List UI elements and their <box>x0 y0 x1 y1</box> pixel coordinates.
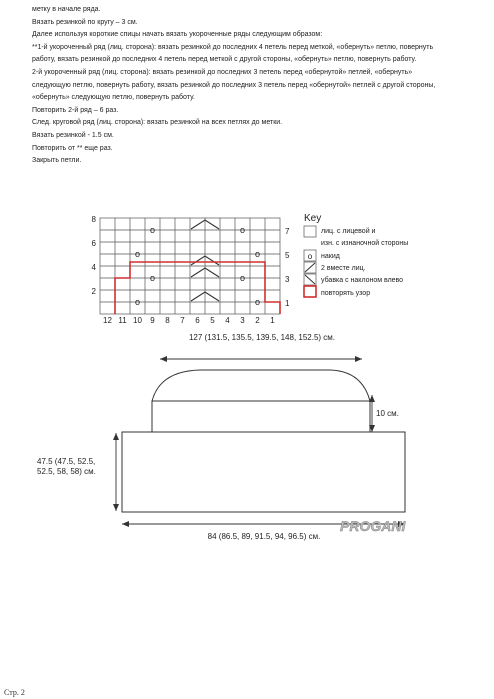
watermark-logo: PROGANI <box>340 518 406 534</box>
column-label: 11 <box>118 316 127 325</box>
instruction-line: Далее используя короткие спицы начать вязать укороченные ряды следующим образом: <box>32 31 323 39</box>
yarn-over-icon: o <box>307 252 313 261</box>
column-label: 12 <box>103 316 112 325</box>
instruction-line: «обернуть» следующую петлю, повернуть работу. <box>32 94 195 102</box>
instruction-line: Закрыть петли. <box>32 157 82 165</box>
hat-outline <box>122 370 405 512</box>
bottom-width-label: 84 (86.5, 89, 91.5, 94, 96.5) см. <box>207 532 321 541</box>
yarn-over-symbol: o <box>254 297 261 307</box>
side-height-label-1: 47.5 (47.5, 52.5, <box>37 457 96 466</box>
column-label: 3 <box>240 316 245 325</box>
column-label: 6 <box>195 316 200 325</box>
yarn-over-symbol: o <box>149 273 156 283</box>
key-label-ssk: убавка с наклоном влево <box>321 277 404 284</box>
yarn-over-symbol: o <box>134 249 141 259</box>
column-labels <box>103 316 275 325</box>
instruction-line: Повторить от ** еще раз. <box>32 144 113 152</box>
page-number: Стр. 2 <box>4 688 25 697</box>
row-label: 3 <box>285 275 290 284</box>
instruction-line: следующую петлю, повернуть работу, вязать резинкой до последних 3 петель перед «обернутой» петлей с другой стороны, <box>32 81 436 89</box>
instruction-line: работу, вязать резинкой до последних 4 петель перед меткой с другой стороны, «обернуть» петлю, повернуть работу. <box>32 56 417 64</box>
instruction-line: Вязать резинкой - 1.5 см. <box>32 131 114 139</box>
key-label-k2tog: 2 вместе лиц. <box>321 265 366 272</box>
ssk-icon <box>305 275 315 284</box>
column-label: 4 <box>225 316 230 325</box>
key-label-yarn-over: накид <box>321 253 340 260</box>
column-label: 8 <box>165 316 170 325</box>
key-label-repeat: повторять узор <box>321 290 371 297</box>
k2tog-icon <box>305 263 315 272</box>
yarn-over-symbol: o <box>239 225 246 235</box>
row-label: 2 <box>91 287 96 296</box>
yarn-over-symbol: o <box>134 297 141 307</box>
key-title: Key <box>304 213 322 224</box>
yarn-over-symbol: o <box>254 249 261 259</box>
column-label: 10 <box>133 316 142 325</box>
key-label-knit-1: лиц. с лицевой и <box>321 228 376 235</box>
row-label: 5 <box>285 251 290 260</box>
column-label: 9 <box>150 316 155 325</box>
row-label: 6 <box>91 239 96 248</box>
row-labels-right <box>285 227 290 308</box>
instruction-line: След. круговой ряд (лиц. сторона): вязать резинкой на всех петлях до метки. <box>32 119 283 127</box>
instruction-line: Повторить 2-й ряд – 6 раз. <box>32 106 119 114</box>
row-label: 4 <box>91 263 96 272</box>
chart-grid <box>100 218 280 314</box>
instruction-line: 2-й укороченный ряд (лиц. сторона): вязать резинкой до последних 3 петель перед «обернутой» петлей, «обернуть» <box>32 68 413 76</box>
row-labels-left <box>92 215 97 296</box>
side-height-label-2: 52.5, 58, 58) см. <box>37 467 96 476</box>
key-label-knit-2: изн. с изнаночной стороны <box>321 240 409 247</box>
crown-height-label: 10 см. <box>376 409 399 418</box>
column-label: 7 <box>180 316 185 325</box>
column-label: 5 <box>210 316 215 325</box>
column-label: 2 <box>255 316 260 325</box>
column-label: 1 <box>270 316 275 325</box>
instruction-line: Вязать резинкой по кругу – 3 см. <box>32 18 138 26</box>
hat-schematic <box>122 370 405 512</box>
yarn-over-symbol: o <box>149 225 156 235</box>
key-swatch-knit <box>304 226 316 237</box>
chart-key <box>304 213 408 297</box>
instruction-line: **1-й укороченный ряд (лиц. сторона): вязать резинкой до последних 4 петель перед меткой, «обернуть» петлю, повернуть <box>32 43 434 51</box>
yarn-over-symbol: o <box>239 273 246 283</box>
row-label: 8 <box>91 215 96 224</box>
instruction-line: метку в начале ряда. <box>32 6 101 13</box>
row-label: 1 <box>285 299 290 308</box>
key-swatch-repeat <box>304 286 316 297</box>
top-width-dimension <box>160 356 362 362</box>
top-width-label: 127 (131.5, 135.5, 139.5, 148, 152.5) см. <box>188 333 336 342</box>
side-height-dimension <box>113 433 119 511</box>
row-label: 7 <box>285 227 290 236</box>
